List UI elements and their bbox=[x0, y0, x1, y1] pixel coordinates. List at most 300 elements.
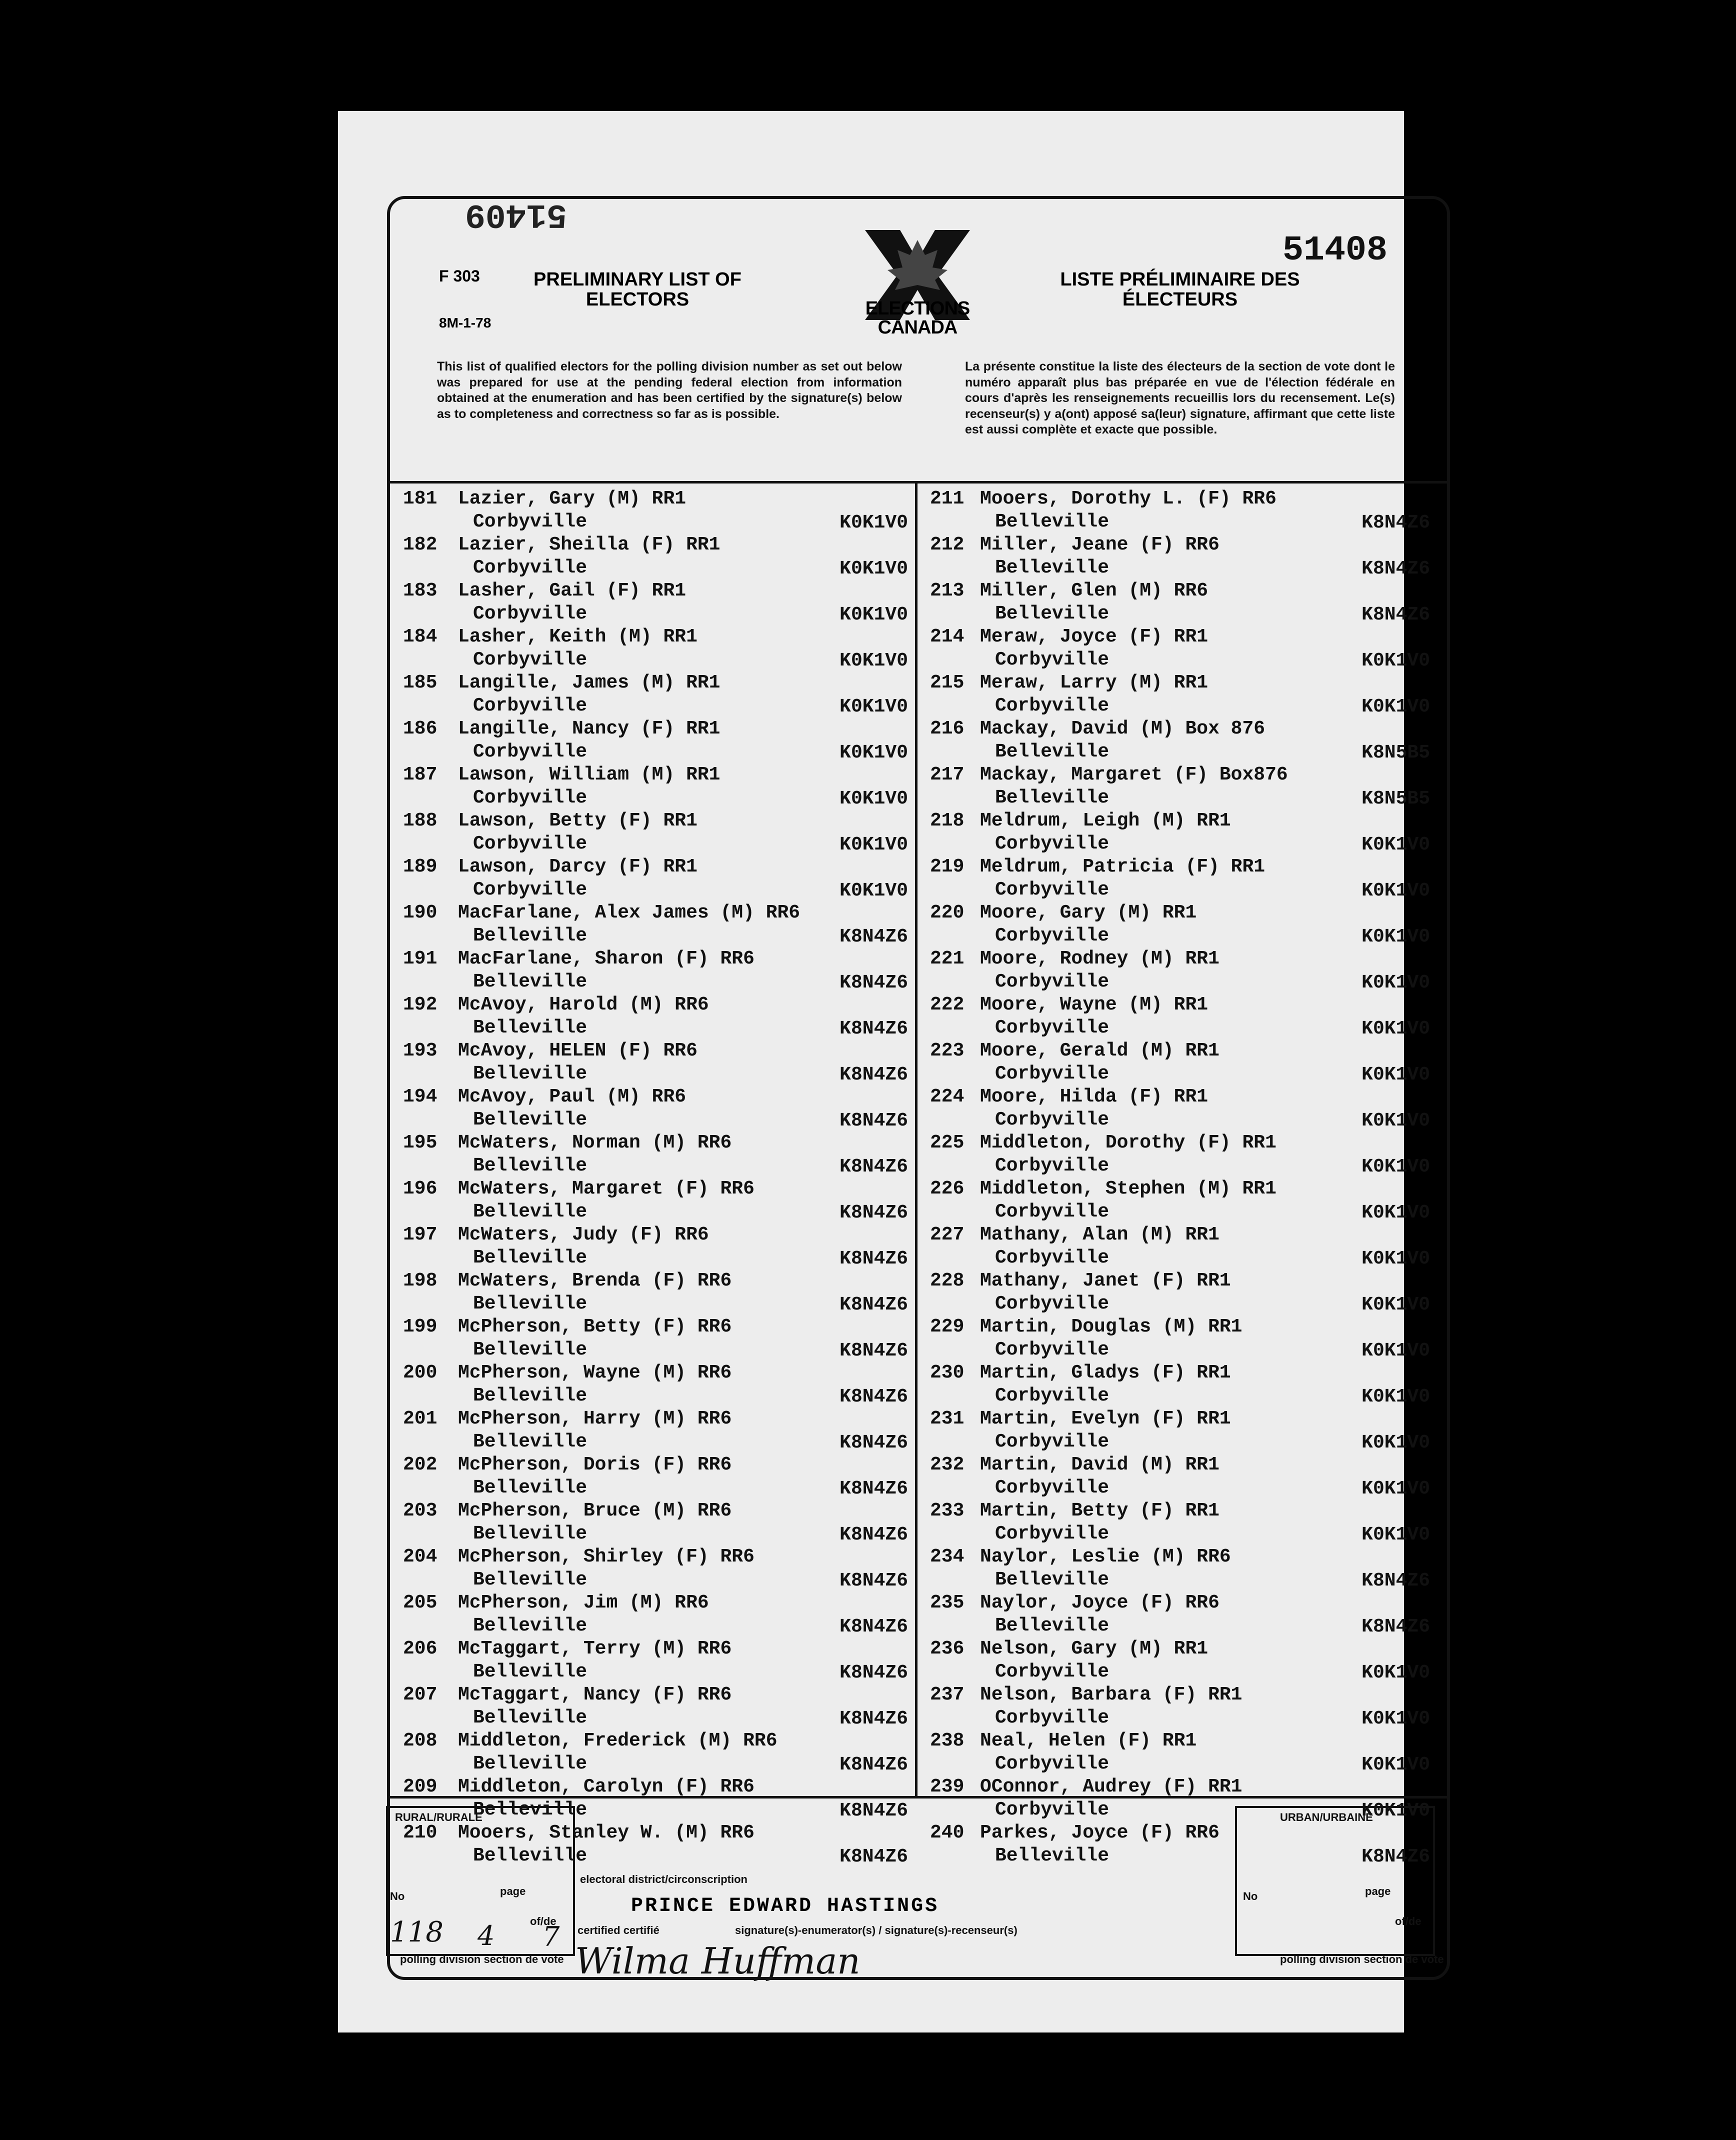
elector-postal-code: K8N4Z6 bbox=[840, 1524, 908, 1546]
elector-postal-code: K0K1V0 bbox=[1362, 1110, 1430, 1132]
elector-postal-code: K0K1V0 bbox=[1362, 1202, 1430, 1224]
elector-city: Belleville bbox=[995, 787, 1110, 808]
elector-entry bbox=[930, 1178, 1430, 1224]
elector-name: Meldrum, Leigh (M) RR1 bbox=[980, 810, 1231, 832]
elector-number: 233 bbox=[930, 1500, 964, 1522]
elector-number: 188 bbox=[403, 810, 438, 832]
urban-polling-label: polling division section de vote bbox=[1280, 1953, 1444, 1966]
elector-entry bbox=[403, 1408, 908, 1454]
elector-postal-code: K8N4Z6 bbox=[840, 1018, 908, 1040]
urban-page-label: page bbox=[1365, 1885, 1391, 1898]
elector-entry bbox=[930, 1362, 1430, 1408]
elector-name: Mackay, David (M) Box 876 bbox=[980, 718, 1266, 740]
elector-city: Belleville bbox=[995, 557, 1110, 578]
elector-city: Belleville bbox=[473, 1293, 588, 1314]
elector-postal-code: K0K1V0 bbox=[840, 880, 908, 902]
elector-postal-code: K0K1V0 bbox=[840, 604, 908, 626]
elector-city: Corbyville bbox=[995, 925, 1110, 946]
elector-name: McTaggart, Terry (M) RR6 bbox=[458, 1638, 732, 1660]
elector-number: 225 bbox=[930, 1132, 964, 1154]
elector-postal-code: K0K1V0 bbox=[1362, 834, 1430, 856]
elector-name: McAvoy, Harold (M) RR6 bbox=[458, 994, 709, 1016]
elector-name: Lazier, Gary (M) RR1 bbox=[458, 488, 686, 510]
elector-name: Middleton, Stephen (M) RR1 bbox=[980, 1178, 1276, 1200]
column-divider bbox=[915, 481, 918, 1796]
elector-city: Belleville bbox=[473, 1845, 588, 1866]
elector-city: Corbyville bbox=[473, 511, 588, 532]
elector-name: MacFarlane, Sharon (F) RR6 bbox=[458, 948, 754, 970]
form-number: F 303 bbox=[439, 267, 480, 285]
elector-postal-code: K8N4Z6 bbox=[1362, 1570, 1430, 1592]
elector-city: Corbyville bbox=[995, 1339, 1110, 1360]
elector-city: Belleville bbox=[995, 741, 1110, 762]
elector-entry bbox=[403, 994, 908, 1040]
intro-text-english: This list of qualified electors for the polling division number as set out below was prepared for use at the pending federal election from information obtained at the enumeration and has been certified by the signature(s) below as to completeness and correctness so far as is possible. bbox=[437, 360, 902, 421]
elector-postal-code: K8N4Z6 bbox=[840, 1064, 908, 1086]
elector-number: 187 bbox=[403, 764, 438, 786]
elector-city: Belleville bbox=[473, 971, 588, 992]
elector-name: Lawson, William (M) RR1 bbox=[458, 764, 720, 786]
electors-left-column bbox=[403, 488, 908, 1868]
elector-entry bbox=[403, 1270, 908, 1316]
rural-label: RURAL/RURALE bbox=[395, 1811, 482, 1824]
elector-name: Martin, Betty (F) RR1 bbox=[980, 1500, 1220, 1522]
elector-entry bbox=[930, 1454, 1430, 1500]
elector-entry bbox=[403, 1500, 908, 1546]
elector-name: Martin, Douglas (M) RR1 bbox=[980, 1316, 1242, 1338]
elector-name: Meraw, Joyce (F) RR1 bbox=[980, 626, 1208, 648]
elector-entry bbox=[930, 1086, 1430, 1132]
elector-number: 199 bbox=[403, 1316, 438, 1338]
elector-city: Belleville bbox=[473, 1155, 588, 1176]
elector-number: 226 bbox=[930, 1178, 964, 1200]
elector-entry bbox=[930, 764, 1430, 810]
elector-name: Meraw, Larry (M) RR1 bbox=[980, 672, 1208, 694]
elector-name: Naylor, Joyce (F) RR6 bbox=[980, 1592, 1220, 1614]
elector-postal-code: K0K1V0 bbox=[1362, 1800, 1430, 1822]
elector-postal-code: K0K1V0 bbox=[1362, 1156, 1430, 1178]
elector-entry bbox=[403, 1040, 908, 1086]
elector-name: Lazier, Sheilla (F) RR1 bbox=[458, 534, 720, 556]
elector-entry bbox=[930, 626, 1430, 672]
elector-entry bbox=[403, 718, 908, 764]
elector-name: McWaters, Brenda (F) RR6 bbox=[458, 1270, 732, 1292]
elector-postal-code: K8N4Z6 bbox=[840, 1754, 908, 1776]
elector-number: 227 bbox=[930, 1224, 964, 1246]
elector-name: McPherson, Bruce (M) RR6 bbox=[458, 1500, 732, 1522]
elector-entry bbox=[403, 580, 908, 626]
elector-city: Belleville bbox=[995, 511, 1110, 532]
elector-city: Corbyville bbox=[995, 1247, 1110, 1268]
polling-division-number: 118 bbox=[390, 1916, 444, 1948]
elector-entry bbox=[930, 1730, 1430, 1776]
elector-name: Mooers, Dorothy L. (F) RR6 bbox=[980, 488, 1276, 510]
elector-number: 215 bbox=[930, 672, 964, 694]
elector-city: Belleville bbox=[473, 1615, 588, 1636]
elector-number: 235 bbox=[930, 1592, 964, 1614]
elector-number: 207 bbox=[403, 1684, 438, 1706]
intro-text-french: La présente constitue la liste des électeurs de la section de vote dont le numéro apparaît plus bas préparée en vue de l'élection fédérale en cours d'après les renseignements recueillis lors du recensement. Le(s) recenseur(s) y a(ont) apposé sa(leur) signature, affirmant que cette liste est aussi complète et exacte que possible. bbox=[965, 360, 1395, 436]
elector-name: Moore, Wayne (M) RR1 bbox=[980, 994, 1208, 1016]
elector-entry bbox=[930, 1500, 1430, 1546]
elector-postal-code: K0K1V0 bbox=[1362, 1432, 1430, 1454]
elector-entry bbox=[930, 1224, 1430, 1270]
elector-number: 223 bbox=[930, 1040, 964, 1062]
elector-postal-code: K0K1V0 bbox=[840, 696, 908, 718]
elector-number: 231 bbox=[930, 1408, 964, 1430]
elector-number: 210 bbox=[403, 1822, 438, 1844]
elector-number: 208 bbox=[403, 1730, 438, 1752]
elector-city: Belleville bbox=[995, 1845, 1110, 1866]
of-label: of/de bbox=[530, 1915, 556, 1928]
elector-city: Corbyville bbox=[995, 833, 1110, 854]
elector-name: Parkes, Joyce (F) RR6 bbox=[980, 1822, 1220, 1844]
elector-postal-code: K8N4Z6 bbox=[840, 1800, 908, 1822]
elector-name: Mackay, Margaret (F) Box876 bbox=[980, 764, 1288, 786]
elector-entry bbox=[930, 1270, 1430, 1316]
elector-city: Corbyville bbox=[473, 603, 588, 624]
elector-city: Belleville bbox=[473, 1063, 588, 1084]
title-english: PRELIMINARY LIST OF ELECTORS bbox=[534, 269, 742, 310]
elector-number: 209 bbox=[403, 1776, 438, 1798]
elector-number: 229 bbox=[930, 1316, 964, 1338]
elector-city: Corbyville bbox=[995, 1523, 1110, 1544]
elector-name: Moore, Gerald (M) RR1 bbox=[980, 1040, 1220, 1062]
elector-name: Mathany, Janet (F) RR1 bbox=[980, 1270, 1231, 1292]
elector-entry bbox=[930, 718, 1430, 764]
elector-entry bbox=[930, 1638, 1430, 1684]
elector-name: Moore, Rodney (M) RR1 bbox=[980, 948, 1220, 970]
elector-name: Naylor, Leslie (M) RR6 bbox=[980, 1546, 1231, 1568]
elector-entry bbox=[403, 488, 908, 534]
elector-postal-code: K8N4Z6 bbox=[840, 1294, 908, 1316]
elector-name: Middleton, Frederick (M) RR6 bbox=[458, 1730, 778, 1752]
elector-postal-code: K8N4Z6 bbox=[840, 1110, 908, 1132]
elector-city: Belleville bbox=[473, 1017, 588, 1038]
elector-city: Corbyville bbox=[473, 695, 588, 716]
elector-entry bbox=[403, 1730, 908, 1776]
elector-postal-code: K8N4Z6 bbox=[1362, 604, 1430, 626]
elector-name: Miller, Glen (M) RR6 bbox=[980, 580, 1208, 602]
elector-entry bbox=[930, 534, 1430, 580]
elector-entry bbox=[930, 672, 1430, 718]
mirrored-serial-number: 51409 bbox=[465, 195, 568, 234]
elector-city: Belleville bbox=[473, 1247, 588, 1268]
elector-city: Belleville bbox=[473, 1477, 588, 1498]
elector-postal-code: K0K1V0 bbox=[1362, 1662, 1430, 1684]
elector-city: Belleville bbox=[473, 1201, 588, 1222]
elector-entry bbox=[403, 1362, 908, 1408]
elector-entry bbox=[930, 1316, 1430, 1362]
elector-number: 222 bbox=[930, 994, 964, 1016]
polling-no-label: No bbox=[390, 1890, 405, 1902]
elector-city: Corbyville bbox=[473, 879, 588, 900]
elector-postal-code: K0K1V0 bbox=[1362, 1064, 1430, 1086]
elector-entry bbox=[403, 856, 908, 902]
elector-name: Mathany, Alan (M) RR1 bbox=[980, 1224, 1220, 1246]
elector-city: Corbyville bbox=[995, 1661, 1110, 1682]
urban-of-label: of/de bbox=[1395, 1915, 1422, 1928]
elector-postal-code: K0K1V0 bbox=[1362, 1018, 1430, 1040]
elector-name: Nelson, Gary (M) RR1 bbox=[980, 1638, 1208, 1660]
elector-number: 202 bbox=[403, 1454, 438, 1476]
elector-city: Corbyville bbox=[995, 1707, 1110, 1728]
elector-entry bbox=[403, 1316, 908, 1362]
elector-name: McAvoy, HELEN (F) RR6 bbox=[458, 1040, 698, 1062]
elector-name: Mooers, Stanley W. (M) RR6 bbox=[458, 1822, 754, 1844]
elector-postal-code: K8N4Z6 bbox=[1362, 558, 1430, 580]
elector-entry bbox=[403, 672, 908, 718]
logo-lettering: ELECTIONS CANADA bbox=[865, 298, 970, 338]
elector-entry bbox=[930, 1684, 1430, 1730]
elector-number: 232 bbox=[930, 1454, 964, 1476]
elector-city: Corbyville bbox=[995, 1017, 1110, 1038]
elector-postal-code: K0K1V0 bbox=[1362, 650, 1430, 672]
elector-city: Corbyville bbox=[995, 649, 1110, 670]
elector-number: 239 bbox=[930, 1776, 964, 1798]
elector-name: MacFarlane, Alex James (M) RR6 bbox=[458, 902, 800, 924]
elector-city: Corbyville bbox=[995, 1201, 1110, 1222]
elector-entry bbox=[403, 1178, 908, 1224]
elector-city: Corbyville bbox=[995, 879, 1110, 900]
elector-name: Middleton, Dorothy (F) RR1 bbox=[980, 1132, 1276, 1154]
elector-city: Belleville bbox=[473, 1109, 588, 1130]
elector-number: 217 bbox=[930, 764, 964, 786]
elector-postal-code: K0K1V0 bbox=[1362, 1340, 1430, 1362]
elector-entry bbox=[403, 1592, 908, 1638]
elector-entry bbox=[403, 1132, 908, 1178]
elector-postal-code: K0K1V0 bbox=[1362, 1754, 1430, 1776]
elector-postal-code: K8N5B5 bbox=[1362, 742, 1430, 764]
header-divider bbox=[387, 481, 1450, 484]
elector-city: Corbyville bbox=[473, 741, 588, 762]
elector-name: Meldrum, Patricia (F) RR1 bbox=[980, 856, 1266, 878]
elector-city: Corbyville bbox=[995, 1063, 1110, 1084]
elector-postal-code: K8N4Z6 bbox=[840, 1156, 908, 1178]
elector-number: 193 bbox=[403, 1040, 438, 1062]
elector-postal-code: K0K1V0 bbox=[1362, 696, 1430, 718]
elector-city: Corbyville bbox=[995, 695, 1110, 716]
page-label: page bbox=[500, 1885, 526, 1898]
elector-postal-code: K0K1V0 bbox=[1362, 1524, 1430, 1546]
elector-entry bbox=[930, 1592, 1430, 1638]
elector-city: Belleville bbox=[995, 1569, 1110, 1590]
elector-entry bbox=[930, 856, 1430, 902]
elector-entry bbox=[403, 534, 908, 580]
elector-name: McAvoy, Paul (M) RR6 bbox=[458, 1086, 686, 1108]
elector-postal-code: K8N5B5 bbox=[1362, 788, 1430, 810]
elector-number: 189 bbox=[403, 856, 438, 878]
elector-number: 185 bbox=[403, 672, 438, 694]
elector-city: Belleville bbox=[473, 1753, 588, 1774]
elector-name: Lasher, Gail (F) RR1 bbox=[458, 580, 686, 602]
elector-number: 238 bbox=[930, 1730, 964, 1752]
elector-entry bbox=[930, 810, 1430, 856]
urban-box bbox=[1235, 1806, 1435, 1956]
elector-entry bbox=[930, 1408, 1430, 1454]
elector-entry bbox=[403, 810, 908, 856]
elector-number: 236 bbox=[930, 1638, 964, 1660]
elector-city: Belleville bbox=[473, 1339, 588, 1360]
elector-number: 234 bbox=[930, 1546, 964, 1568]
elector-city: Belleville bbox=[473, 925, 588, 946]
electoral-district-label: electoral district/circonscription bbox=[580, 1873, 748, 1886]
elector-name: Lawson, Darcy (F) RR1 bbox=[458, 856, 698, 878]
elector-number: 183 bbox=[403, 580, 438, 602]
elector-number: 204 bbox=[403, 1546, 438, 1568]
elector-entry bbox=[930, 488, 1430, 534]
elector-number: 206 bbox=[403, 1638, 438, 1660]
elector-name: Martin, David (M) RR1 bbox=[980, 1454, 1220, 1476]
elector-postal-code: K8N4Z6 bbox=[1362, 512, 1430, 534]
elector-entry bbox=[403, 1684, 908, 1730]
elector-postal-code: K0K1V0 bbox=[1362, 1478, 1430, 1500]
elector-entry bbox=[403, 902, 908, 948]
elector-number: 191 bbox=[403, 948, 438, 970]
elector-postal-code: K8N4Z6 bbox=[840, 1846, 908, 1868]
elector-number: 195 bbox=[403, 1132, 438, 1154]
elector-city: Belleville bbox=[995, 1615, 1110, 1636]
elector-name: Miller, Jeane (F) RR6 bbox=[980, 534, 1220, 556]
elector-city: Belleville bbox=[473, 1569, 588, 1590]
page-total: 7 bbox=[542, 1921, 560, 1952]
elector-city: Corbyville bbox=[473, 649, 588, 670]
elector-entry bbox=[403, 1546, 908, 1592]
elector-number: 221 bbox=[930, 948, 964, 970]
elector-city: Corbyville bbox=[995, 971, 1110, 992]
elector-city: Belleville bbox=[473, 1661, 588, 1682]
elector-entry bbox=[930, 1132, 1430, 1178]
elector-entry bbox=[403, 1454, 908, 1500]
elector-postal-code: K8N4Z6 bbox=[840, 1570, 908, 1592]
elector-city: Belleville bbox=[473, 1385, 588, 1406]
elector-city: Belleville bbox=[473, 1431, 588, 1452]
elector-name: McPherson, Shirley (F) RR6 bbox=[458, 1546, 754, 1568]
elector-number: 186 bbox=[403, 718, 438, 740]
elector-name: McPherson, Harry (M) RR6 bbox=[458, 1408, 732, 1430]
elector-name: Neal, Helen (F) RR1 bbox=[980, 1730, 1197, 1752]
urban-no-label: No bbox=[1243, 1890, 1258, 1902]
elector-postal-code: K8N4Z6 bbox=[840, 1340, 908, 1362]
elector-name: McPherson, Jim (M) RR6 bbox=[458, 1592, 709, 1614]
elector-postal-code: K0K1V0 bbox=[840, 742, 908, 764]
elector-number: 181 bbox=[403, 488, 438, 510]
elector-postal-code: K0K1V0 bbox=[1362, 1248, 1430, 1270]
elector-postal-code: K0K1V0 bbox=[840, 558, 908, 580]
elector-entry bbox=[403, 1224, 908, 1270]
elector-number: 224 bbox=[930, 1086, 964, 1108]
elector-name: McPherson, Wayne (M) RR6 bbox=[458, 1362, 732, 1384]
elector-name: McWaters, Judy (F) RR6 bbox=[458, 1224, 709, 1246]
elector-postal-code: K0K1V0 bbox=[1362, 880, 1430, 902]
elector-number: 219 bbox=[930, 856, 964, 878]
elector-entry bbox=[403, 764, 908, 810]
elector-city: Belleville bbox=[995, 603, 1110, 624]
elector-name: Langille, Nancy (F) RR1 bbox=[458, 718, 720, 740]
elector-city: Corbyville bbox=[995, 1155, 1110, 1176]
elector-city: Corbyville bbox=[473, 833, 588, 854]
elector-number: 198 bbox=[403, 1270, 438, 1292]
elector-postal-code: K0K1V0 bbox=[1362, 1386, 1430, 1408]
elector-entry bbox=[930, 580, 1430, 626]
elector-number: 196 bbox=[403, 1178, 438, 1200]
elector-entry bbox=[403, 626, 908, 672]
elector-number: 230 bbox=[930, 1362, 964, 1384]
elector-city: Belleville bbox=[473, 1707, 588, 1728]
elector-postal-code: K8N4Z6 bbox=[840, 1662, 908, 1684]
elector-postal-code: K8N4Z6 bbox=[1362, 1616, 1430, 1638]
elector-name: McTaggart, Nancy (F) RR6 bbox=[458, 1684, 732, 1706]
elector-city: Corbyville bbox=[995, 1753, 1110, 1774]
title-french: LISTE PRÉLIMINAIRE DES ÉLECTEURS bbox=[1060, 269, 1300, 310]
elector-city: Corbyville bbox=[995, 1293, 1110, 1314]
serial-number: 51408 bbox=[1282, 231, 1388, 270]
elector-city: Corbyville bbox=[995, 1477, 1110, 1498]
elector-name: Nelson, Barbara (F) RR1 bbox=[980, 1684, 1242, 1706]
elector-entry bbox=[930, 1546, 1430, 1592]
elector-number: 218 bbox=[930, 810, 964, 832]
elector-number: 205 bbox=[403, 1592, 438, 1614]
form-code: 8M-1-78 bbox=[439, 315, 492, 330]
elector-city: Corbyville bbox=[473, 557, 588, 578]
elector-postal-code: K8N4Z6 bbox=[840, 972, 908, 994]
elector-number: 194 bbox=[403, 1086, 438, 1108]
elector-entry bbox=[930, 1040, 1430, 1086]
elector-postal-code: K8N4Z6 bbox=[840, 926, 908, 948]
elector-postal-code: K8N4Z6 bbox=[840, 1478, 908, 1500]
elector-name: Lasher, Keith (M) RR1 bbox=[458, 626, 698, 648]
elector-entry bbox=[403, 1638, 908, 1684]
elector-name: McWaters, Margaret (F) RR6 bbox=[458, 1178, 754, 1200]
elector-number: 240 bbox=[930, 1822, 964, 1844]
elector-number: 197 bbox=[403, 1224, 438, 1246]
elector-postal-code: K8N4Z6 bbox=[840, 1202, 908, 1224]
elector-postal-code: K8N4Z6 bbox=[840, 1386, 908, 1408]
elector-name: Martin, Evelyn (F) RR1 bbox=[980, 1408, 1231, 1430]
elector-number: 184 bbox=[403, 626, 438, 648]
elector-number: 190 bbox=[403, 902, 438, 924]
electors-right-column bbox=[930, 488, 1430, 1868]
elector-name: OConnor, Audrey (F) RR1 bbox=[980, 1776, 1242, 1798]
elector-city: Corbyville bbox=[995, 1431, 1110, 1452]
elector-number: 228 bbox=[930, 1270, 964, 1292]
elector-name: McWaters, Norman (M) RR6 bbox=[458, 1132, 732, 1154]
certified-label: certified certifié bbox=[578, 1924, 660, 1936]
elector-number: 214 bbox=[930, 626, 964, 648]
page-number: 4 bbox=[478, 1920, 495, 1952]
elector-number: 220 bbox=[930, 902, 964, 924]
elector-city: Corbyville bbox=[995, 1109, 1110, 1130]
elector-postal-code: K0K1V0 bbox=[1362, 926, 1430, 948]
elector-number: 211 bbox=[930, 488, 964, 510]
elector-entry bbox=[930, 948, 1430, 994]
elector-postal-code: K8N4Z6 bbox=[840, 1432, 908, 1454]
elector-entry bbox=[930, 994, 1430, 1040]
elector-name: Moore, Gary (M) RR1 bbox=[980, 902, 1197, 924]
elector-number: 182 bbox=[403, 534, 438, 556]
elector-city: Belleville bbox=[473, 1799, 588, 1820]
elector-postal-code: K0K1V0 bbox=[1362, 1294, 1430, 1316]
elector-number: 216 bbox=[930, 718, 964, 740]
elector-postal-code: K0K1V0 bbox=[1362, 972, 1430, 994]
elector-name: Middleton, Carolyn (F) RR6 bbox=[458, 1776, 754, 1798]
elector-name: Lawson, Betty (F) RR1 bbox=[458, 810, 698, 832]
elector-postal-code: K8N4Z6 bbox=[1362, 1846, 1430, 1868]
elector-number: 212 bbox=[930, 534, 964, 556]
elector-number: 203 bbox=[403, 1500, 438, 1522]
elector-entry bbox=[403, 1086, 908, 1132]
urban-label: URBAN/URBAINE bbox=[1280, 1811, 1373, 1824]
